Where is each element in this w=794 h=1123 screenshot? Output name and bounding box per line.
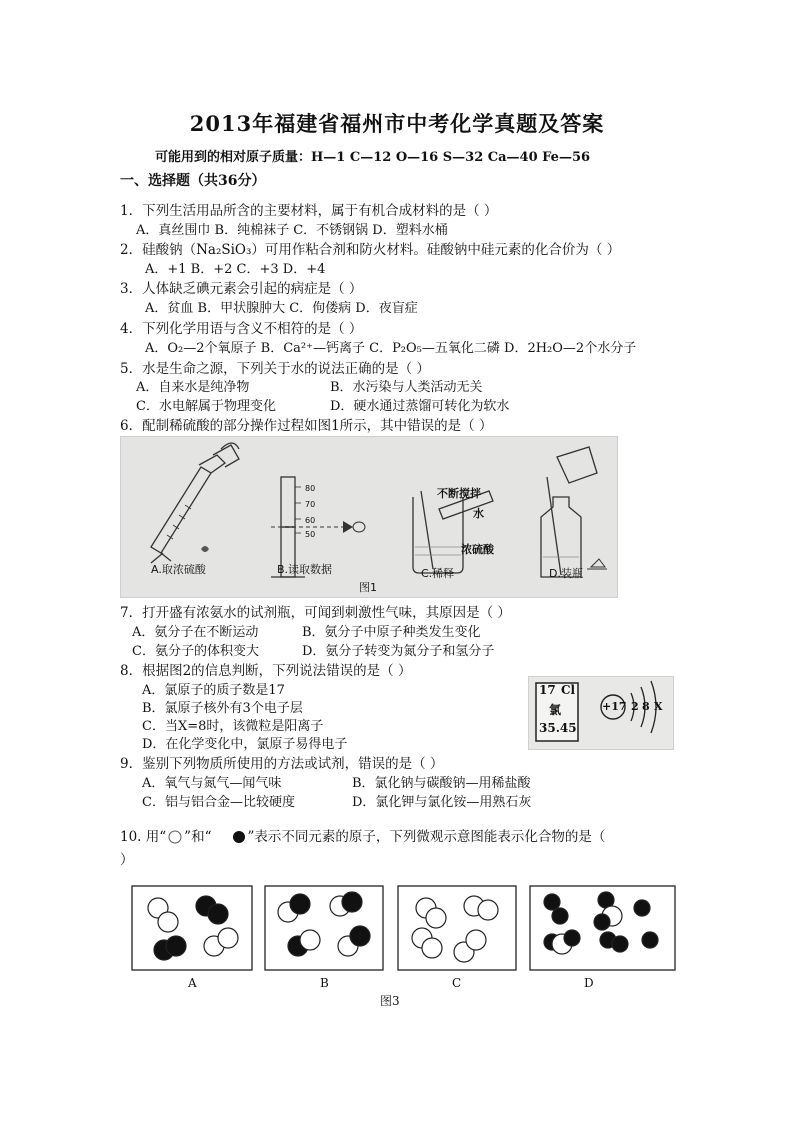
question-8: 8．根据图2的信息判断，下列说法错误的是（ ） bbox=[120, 663, 412, 679]
white-atom-icon bbox=[166, 830, 184, 844]
question-10 bbox=[120, 825, 605, 845]
tick-80: 80 bbox=[305, 484, 316, 493]
atomic-masses: 可能用到的相对原子质量：H—1 C—12 O—16 S—32 Ca—40 Fe—56 bbox=[155, 150, 591, 165]
question-8-option-a: A．氯原子的质子数是17 bbox=[142, 683, 285, 698]
question-5-option-b: B．水污染与人类活动无关 bbox=[330, 380, 483, 395]
question-8-option-d: D．在化学变化中，氯原子易得电子 bbox=[142, 737, 348, 752]
question-1-options: A．真丝围巾 B．纯棉袜子 C．不锈钢锅 D．塑料水桶 bbox=[136, 223, 448, 238]
question-10-part-b: ”和“ bbox=[184, 829, 212, 845]
stir-label: 不断搅拌 bbox=[437, 487, 481, 500]
black-atom-icon bbox=[231, 830, 247, 844]
tick-70: 70 bbox=[305, 500, 316, 509]
fig1-caption: 图1 bbox=[359, 581, 377, 594]
water-label: 水 bbox=[473, 507, 484, 520]
question-8-option-b: B．氯原子核外有3个电子层 bbox=[142, 701, 303, 716]
element-name: 氯 bbox=[549, 703, 562, 717]
question-5-option-a: A．自来水是纯净物 bbox=[136, 380, 250, 395]
question-9-option-a: A．氧气与氮气—闻气味 bbox=[142, 776, 282, 791]
question-7-option-d: D．氨分子转变为氮分子和氢分子 bbox=[302, 644, 495, 659]
question-7: 7．打开盛有浓氨水的试剂瓶，可闻到刺激性气味，其原因是（ ） bbox=[120, 605, 511, 621]
tick-50: 50 bbox=[305, 530, 316, 539]
tick-60: 60 bbox=[305, 516, 316, 525]
question-2: 2．硅酸钠（Na₂SiO₃）可用作粘合剂和防火材料。硅酸钠中硅元素的化合价为（ ） bbox=[120, 242, 621, 258]
acid-label: 浓硫酸 bbox=[461, 543, 494, 556]
figure-3 bbox=[130, 880, 678, 1010]
shell-1: 2 bbox=[631, 700, 639, 713]
question-5-option-d: D．硬水通过蒸馏可转化为软水 bbox=[330, 399, 510, 414]
question-7-option-a: A．氨分子在不断运动 bbox=[132, 625, 259, 640]
nucleus-charge: +17 bbox=[602, 700, 627, 713]
fig1-label-b: B.读取数据 bbox=[277, 563, 333, 576]
element-mass: 35.45 bbox=[539, 721, 577, 735]
fig1-label-d: D.装瓶 bbox=[549, 567, 583, 580]
question-7-option-c: C．氨分子的体积变大 bbox=[132, 644, 259, 659]
section-heading: 一、选择题（共36分） bbox=[120, 173, 266, 189]
question-1: 1．下列生活用品所含的主要材料，属于有机合成材料的是（ ） bbox=[120, 203, 498, 219]
shell-3: X bbox=[654, 700, 663, 713]
figure-1 bbox=[120, 436, 618, 598]
question-10-part-c: ”表示不同元素的原子，下列微观示意图能表示化合物的是（ bbox=[247, 829, 606, 845]
question-5: 5．水是生命之源，下列关于水的说法正确的是（ ） bbox=[120, 361, 430, 377]
fig3-caption: 图3 bbox=[380, 994, 400, 1008]
fig3-label-b: B bbox=[320, 976, 329, 990]
question-7-option-b: B．氨分子中原子种类发生变化 bbox=[302, 625, 481, 640]
question-9: 9．鉴别下列物质所使用的方法或试剂，错误的是（ ） bbox=[120, 756, 444, 772]
question-3-options: A．贫血 B．甲状腺肿大 C．佝偻病 D．夜盲症 bbox=[145, 301, 418, 316]
question-9-option-b: B．氯化钠与碳酸钠—用稀盐酸 bbox=[352, 776, 531, 791]
fig1-label-c: C.稀释 bbox=[421, 567, 455, 580]
fig1-label-a: A.取浓硫酸 bbox=[151, 563, 206, 576]
fig3-label-d: D bbox=[584, 976, 594, 990]
question-9-option-c: C．铝与铝合金—比较硬度 bbox=[142, 795, 295, 810]
element-number: 17 bbox=[539, 683, 556, 697]
question-2-options: A．+1 B．+2 C．+3 D．+4 bbox=[145, 262, 326, 277]
question-5-option-c: C．水电解属于物理变化 bbox=[136, 399, 276, 414]
question-10-part-a: 10. 用“ bbox=[120, 829, 167, 845]
question-4-options: A．O₂—2个氧原子 B．Ca²⁺—钙离子 C．P₂O₅—五氧化二磷 D．2H₂O—2个水分子 bbox=[145, 341, 637, 356]
question-10-close: ） bbox=[120, 852, 134, 868]
question-8-option-c: C．当X=8时，该微粒是阳离子 bbox=[142, 719, 324, 734]
question-9-option-d: D．氯化钾与氯化铵—用熟石灰 bbox=[352, 795, 532, 810]
question-6: 6．配制稀硫酸的部分操作过程如图1所示，其中错误的是（ ） bbox=[120, 418, 493, 434]
question-4: 4．下列化学用语与含义不相符的是（ ） bbox=[120, 321, 363, 337]
question-3: 3．人体缺乏碘元素会引起的病症是（ ） bbox=[120, 281, 363, 297]
page-title: 2013年福建省福州市中考化学真题及答案 bbox=[189, 111, 605, 136]
element-symbol: Cl bbox=[561, 683, 576, 697]
fig3-label-c: C bbox=[452, 976, 462, 990]
fig3-label-a: A bbox=[188, 976, 197, 990]
shell-2: 8 bbox=[642, 700, 650, 713]
figure-2 bbox=[528, 676, 674, 750]
